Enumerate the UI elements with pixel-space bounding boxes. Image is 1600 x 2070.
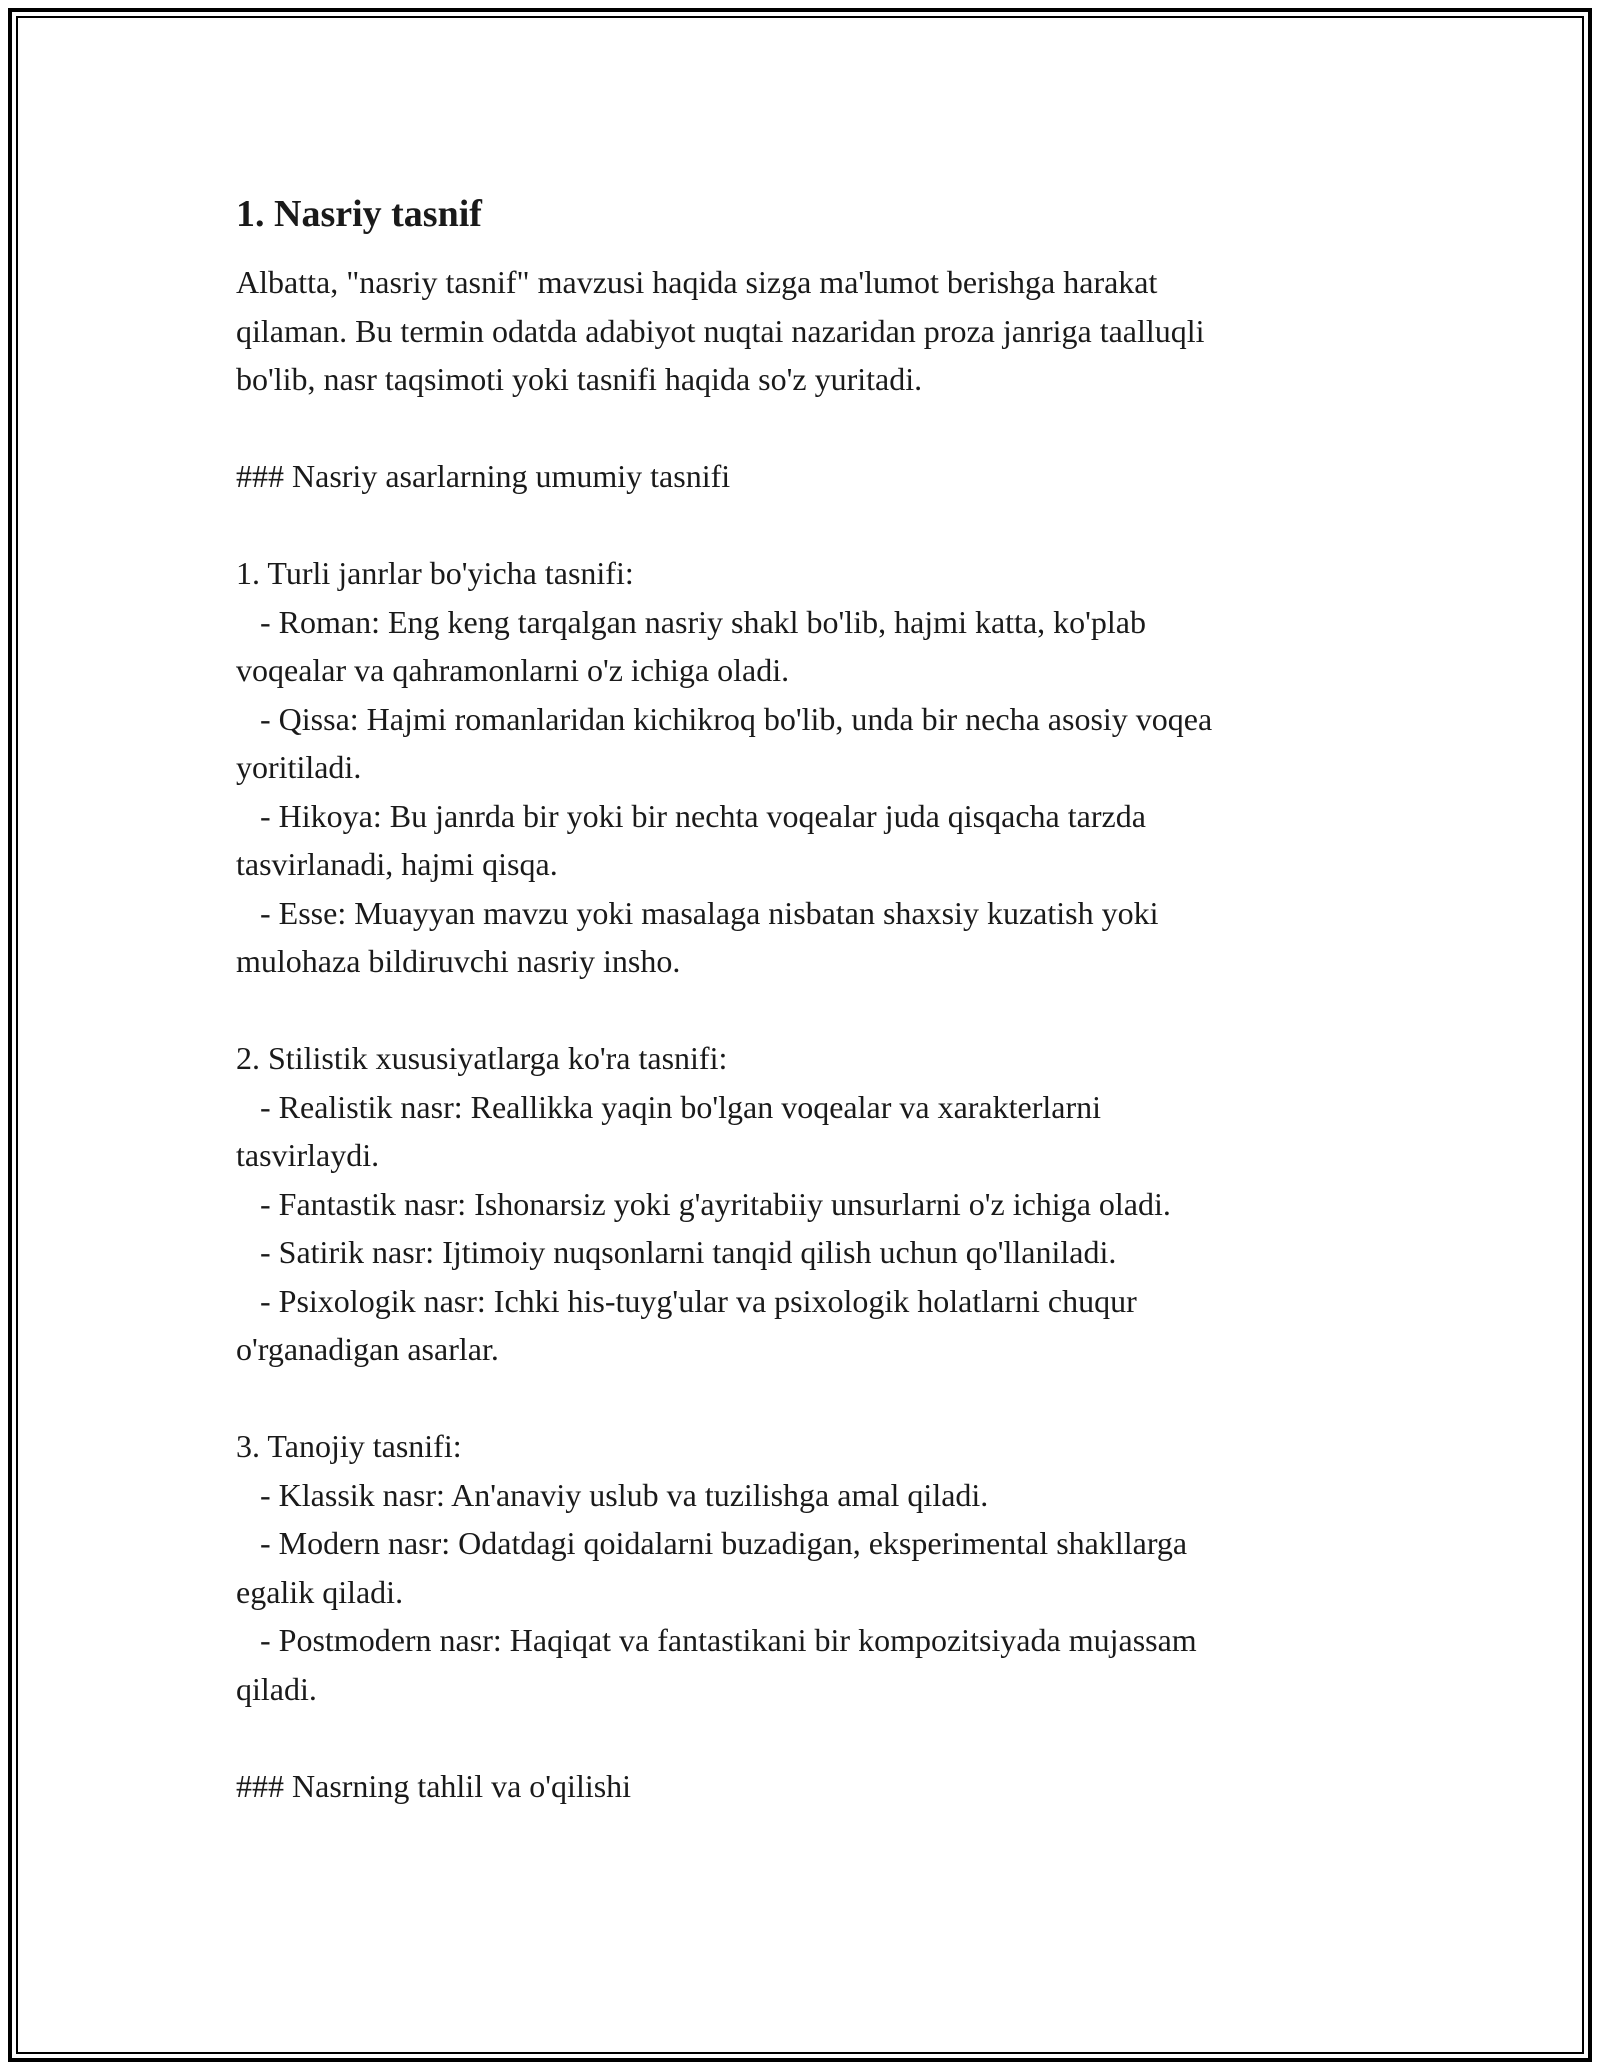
list-item: - Klassik nasr: An'anaviy uslub va tuzilishga amal qiladi.	[236, 1476, 989, 1513]
document-text	[236, 258, 1366, 1810]
text-line: tasvirlanadi, hajmi qisqa.	[236, 846, 558, 882]
document-title: 1. Nasriy tasnif	[236, 193, 482, 235]
section-heading: ### Nasriy asarlarning umumiy tasnifi	[236, 458, 731, 494]
text-line: o'rganadigan asarlar.	[236, 1331, 499, 1367]
list-heading: 3. Tanojiy tasnifi:	[236, 1428, 462, 1464]
text-line: egalik qiladi.	[236, 1573, 404, 1610]
list-item: - Qissa: Hajmi romanlaridan kichikroq bo'lib, unda bir necha asosiy voqea	[236, 700, 1213, 737]
list-heading: 2. Stilistik xususiyatlarga ko'ra tasnifi:	[236, 1040, 728, 1076]
list-item: - Modern nasr: Odatdagi qoidalarni buzadigan, eksperimental shakllarga	[236, 1525, 1188, 1561]
text-line: qiladi.	[236, 1670, 317, 1707]
blank-line	[236, 1713, 1366, 1762]
text-line: voqealar va qahramonlarni o'z ichiga oladi.	[236, 652, 790, 688]
list-item: - Psixologik nasr: Ichki his-tuyg'ular va psixologik holatlarni chuqur	[236, 1282, 1137, 1319]
blank-line	[236, 501, 1366, 550]
document-body	[236, 190, 1366, 1810]
section-heading: ### Nasrning tahlil va o'qilishi	[236, 1767, 632, 1804]
list-item: - Fantastik nasr: Ishonarsiz yoki g'ayritabiiy unsurlarni o'z ichiga oladi.	[236, 1185, 1171, 1222]
text-line: yoritiladi.	[236, 749, 362, 785]
blank-line	[236, 404, 1366, 453]
list-heading: 1. Turli janrlar bo'yicha tasnifi:	[236, 555, 634, 591]
list-item: - Roman: Eng keng tarqalgan nasriy shakl bo'lib, hajmi katta, ko'plab	[236, 603, 1146, 640]
text-line: bo'lib, nasr taqsimoti yoki tasnifi haqida so'z yuritadi.	[236, 361, 923, 397]
list-item: - Postmodern nasr: Haqiqat va fantastikani bir kompozitsiyada mujassam	[236, 1622, 1197, 1658]
list-item: - Esse: Muayyan mavzu yoki masalaga nisbatan shaxsiy kuzatish yoki	[236, 894, 1159, 931]
text-line: mulohaza bildiruvchi nasriy insho.	[236, 943, 681, 979]
text-line: Albatta, "nasriy tasnif" mavzusi haqida sizga ma'lumot berishga harakat	[236, 264, 1158, 300]
text-line: qilaman. Bu termin odatda adabiyot nuqtai nazaridan proza janriga taalluqli	[236, 312, 1205, 349]
list-item: - Hikoya: Bu janrda bir yoki bir nechta voqealar juda qisqacha tarzda	[236, 797, 1146, 834]
blank-line	[236, 986, 1366, 1035]
list-item: - Satirik nasr: Ijtimoiy nuqsonlarni tanqid qilish uchun qo'llaniladi.	[236, 1234, 1117, 1270]
list-item: - Realistik nasr: Reallikka yaqin bo'lgan voqealar va xarakterlarni	[236, 1088, 1102, 1125]
blank-line	[236, 1374, 1366, 1423]
text-line: tasvirlaydi.	[236, 1137, 380, 1173]
